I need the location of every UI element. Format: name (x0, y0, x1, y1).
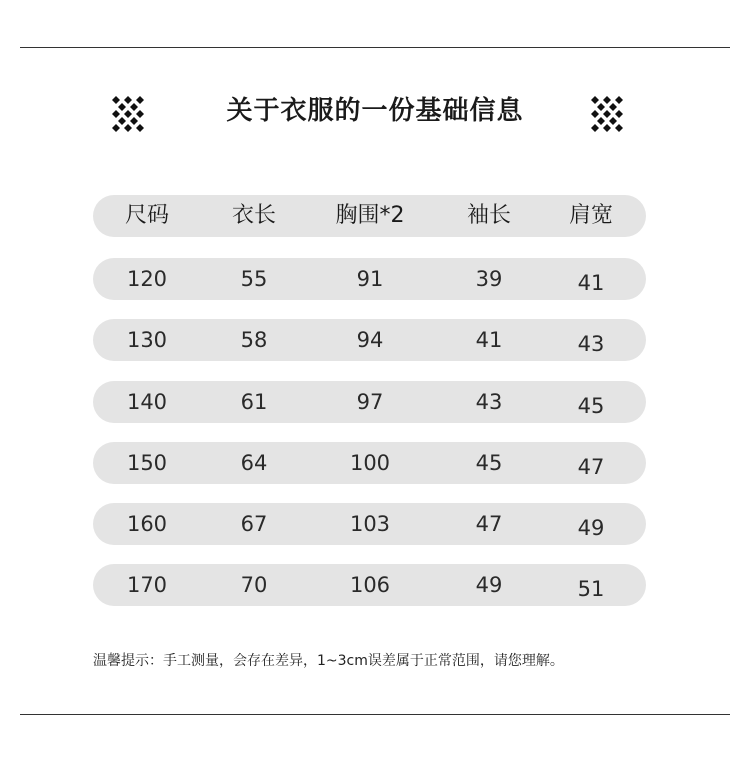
title-row (0, 82, 750, 134)
table-cell: 91 (356, 267, 384, 291)
table-cell: 49 (577, 516, 605, 540)
table-row (93, 258, 646, 300)
table-cell: 100 (349, 451, 391, 475)
table-cell: 47 (577, 455, 605, 479)
table-cell: 51 (577, 577, 605, 601)
page-title: 关于衣服的一份基础信息 (226, 96, 524, 126)
table-row (93, 564, 646, 606)
header-size: 尺码 (124, 203, 169, 228)
table-header-row (93, 195, 646, 237)
table-cell: 103 (349, 512, 391, 536)
table-cell: 43 (475, 390, 503, 414)
table-cell: 94 (356, 328, 384, 352)
table-cell: 61 (240, 390, 268, 414)
diamond-cluster-icon (589, 96, 625, 132)
table-cell: 67 (240, 512, 268, 536)
table-row (93, 319, 646, 361)
header-length: 衣长 (231, 203, 276, 228)
table-row (93, 442, 646, 484)
table-cell: 64 (240, 451, 268, 475)
table-cell: 45 (577, 394, 605, 418)
table-cell: 106 (349, 573, 391, 597)
table-cell: 41 (577, 271, 605, 295)
table-cell: 130 (126, 328, 168, 352)
measurement-note: 温馨提示：手工测量，会存在差异，1~3cm误差属于正常范围，请您理解。 (93, 653, 564, 669)
header-sleeve: 袖长 (466, 203, 511, 228)
header-shoulder: 肩宽 (568, 203, 613, 228)
table-cell: 140 (126, 390, 168, 414)
table-cell: 55 (240, 267, 268, 291)
header-chest: 胸围*2 (335, 203, 405, 228)
table-cell: 150 (126, 451, 168, 475)
table-cell: 41 (475, 328, 503, 352)
table-cell: 45 (475, 451, 503, 475)
table-cell: 43 (577, 332, 605, 356)
table-row (93, 503, 646, 545)
table-cell: 49 (475, 573, 503, 597)
table-cell: 170 (126, 573, 168, 597)
table-cell: 47 (475, 512, 503, 536)
table-cell: 160 (126, 512, 168, 536)
table-cell: 58 (240, 328, 268, 352)
top-divider (20, 47, 730, 48)
bottom-divider (20, 714, 730, 715)
table-cell: 120 (126, 267, 168, 291)
table-row (93, 381, 646, 423)
table-cell: 39 (475, 267, 503, 291)
table-cell: 70 (240, 573, 268, 597)
table-cell: 97 (356, 390, 384, 414)
